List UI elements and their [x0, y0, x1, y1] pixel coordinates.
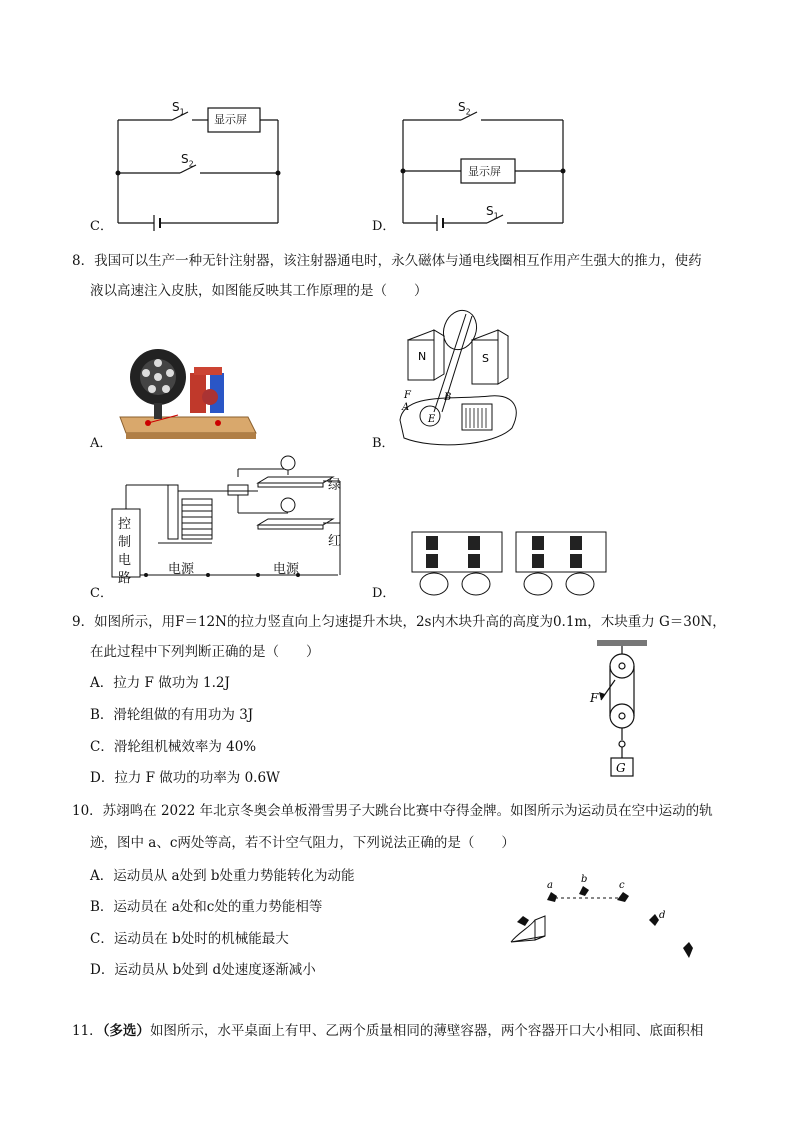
- q10-b-label: b: [581, 874, 588, 885]
- q7c-display-label: 显示屏: [214, 113, 247, 126]
- q9-option-a: A．拉力 F 做功为 1.2J: [90, 675, 230, 691]
- q10-d-label: d: [659, 910, 666, 921]
- q11-stem-line1: 11．（多选）如图所示，水平桌面上有甲、乙两个质量相同的薄壁容器，两个容器开口大小相同、底面积相: [72, 1023, 704, 1039]
- q7c-s2-label: $S_2$: [181, 152, 194, 169]
- q8b-e-label: E: [428, 414, 436, 425]
- q7-option-d-label: D．: [372, 219, 396, 234]
- q8-option-b-label: B．: [372, 436, 395, 451]
- q9-option-d: D．拉力 F 做功的功率为 0.6W: [90, 770, 280, 786]
- q10-ski-jump-figure: [505, 870, 705, 970]
- q10-option-b: B．运动员在 a处和c处的重力势能相等: [90, 899, 323, 915]
- q8-figure-b-magnet: [394, 300, 534, 450]
- q10-option-c: C．运动员在 b处时的机械能最大: [90, 931, 289, 947]
- q8-stem-line2: 液以高速注入皮肤，如图能反映其工作原理的是（ ）: [90, 283, 428, 299]
- q8c-power2-label: 电源: [273, 562, 300, 577]
- q8c-power1-label: 电源: [168, 562, 195, 577]
- q9-stem-line1: 9．如图所示，用F＝12N的拉力竖直向上匀速提升木块，2s内木块升高的高度为0.1m，木块重力 G＝30N，: [72, 614, 726, 630]
- q7d-s2-label: $S_2$: [458, 100, 471, 117]
- q7c-s1-label: $S_1$: [172, 100, 185, 117]
- q7d-display-label: 显示屏: [468, 165, 501, 178]
- q9-g-label: G: [616, 761, 626, 775]
- q8b-n-label: N: [418, 350, 427, 363]
- q8b-f-label: F: [404, 390, 411, 401]
- q9-f-label: F: [590, 691, 599, 705]
- q10-option-d: D．运动员从 b处到 d处速度逐渐减小: [90, 962, 316, 978]
- q10-stem-line1: 10．苏翊鸣在 2022 年北京冬奥会单板滑雪男子大跳台比赛中夺得金牌。如图所示为运动员在空中运动的轨: [72, 803, 713, 819]
- q8c-green-label: 绿: [328, 478, 342, 493]
- q11-multi-select-tag: （多选）: [102, 1023, 150, 1039]
- q10-c-label: c: [619, 880, 625, 891]
- q9-pulley-figure: [585, 640, 655, 780]
- q10-a-label: a: [547, 880, 553, 891]
- q8b-s-label: S: [482, 352, 489, 365]
- q9-option-b: B．滑轮组做的有用功为 3J: [90, 707, 254, 723]
- q7-circuit-c: [110, 95, 290, 235]
- q8-stem-line1: 8．我国可以生产一种无针注射器，该注射器通电时，永久磁体与通电线圈相互作用产生强大的推力，使药: [72, 253, 702, 269]
- q9-option-c: C．滑轮组机械效率为 40%: [90, 739, 257, 755]
- q10-option-a: A．运动员从 a处到 b处重力势能转化为动能: [90, 868, 355, 884]
- q8b-a-label: A: [402, 402, 410, 413]
- q8c-control-circuit-label: 控 制 电 路: [118, 517, 132, 586]
- q8b-b-label: B: [444, 392, 452, 403]
- q8-option-c-label: C．: [90, 586, 113, 601]
- q10-stem-line2: 迹，图中 a、c两处等高，若不计空气阻力，下列说法正确的是（ ）: [90, 835, 515, 851]
- q8c-red-label: 红: [328, 534, 342, 549]
- q7-option-c-label: C．: [90, 219, 113, 234]
- q8-figure-d-wheels: [410, 528, 610, 598]
- q7d-s1-label: $S_1$: [486, 204, 499, 221]
- q8-option-d-label: D．: [372, 586, 396, 601]
- q8-option-a-label: A．: [90, 436, 113, 451]
- q8-figure-a-motor: [118, 345, 258, 445]
- q9-stem-line2: 在此过程中下列判断正确的是（ ）: [90, 644, 320, 660]
- q8-figure-c-relay: [108, 455, 348, 585]
